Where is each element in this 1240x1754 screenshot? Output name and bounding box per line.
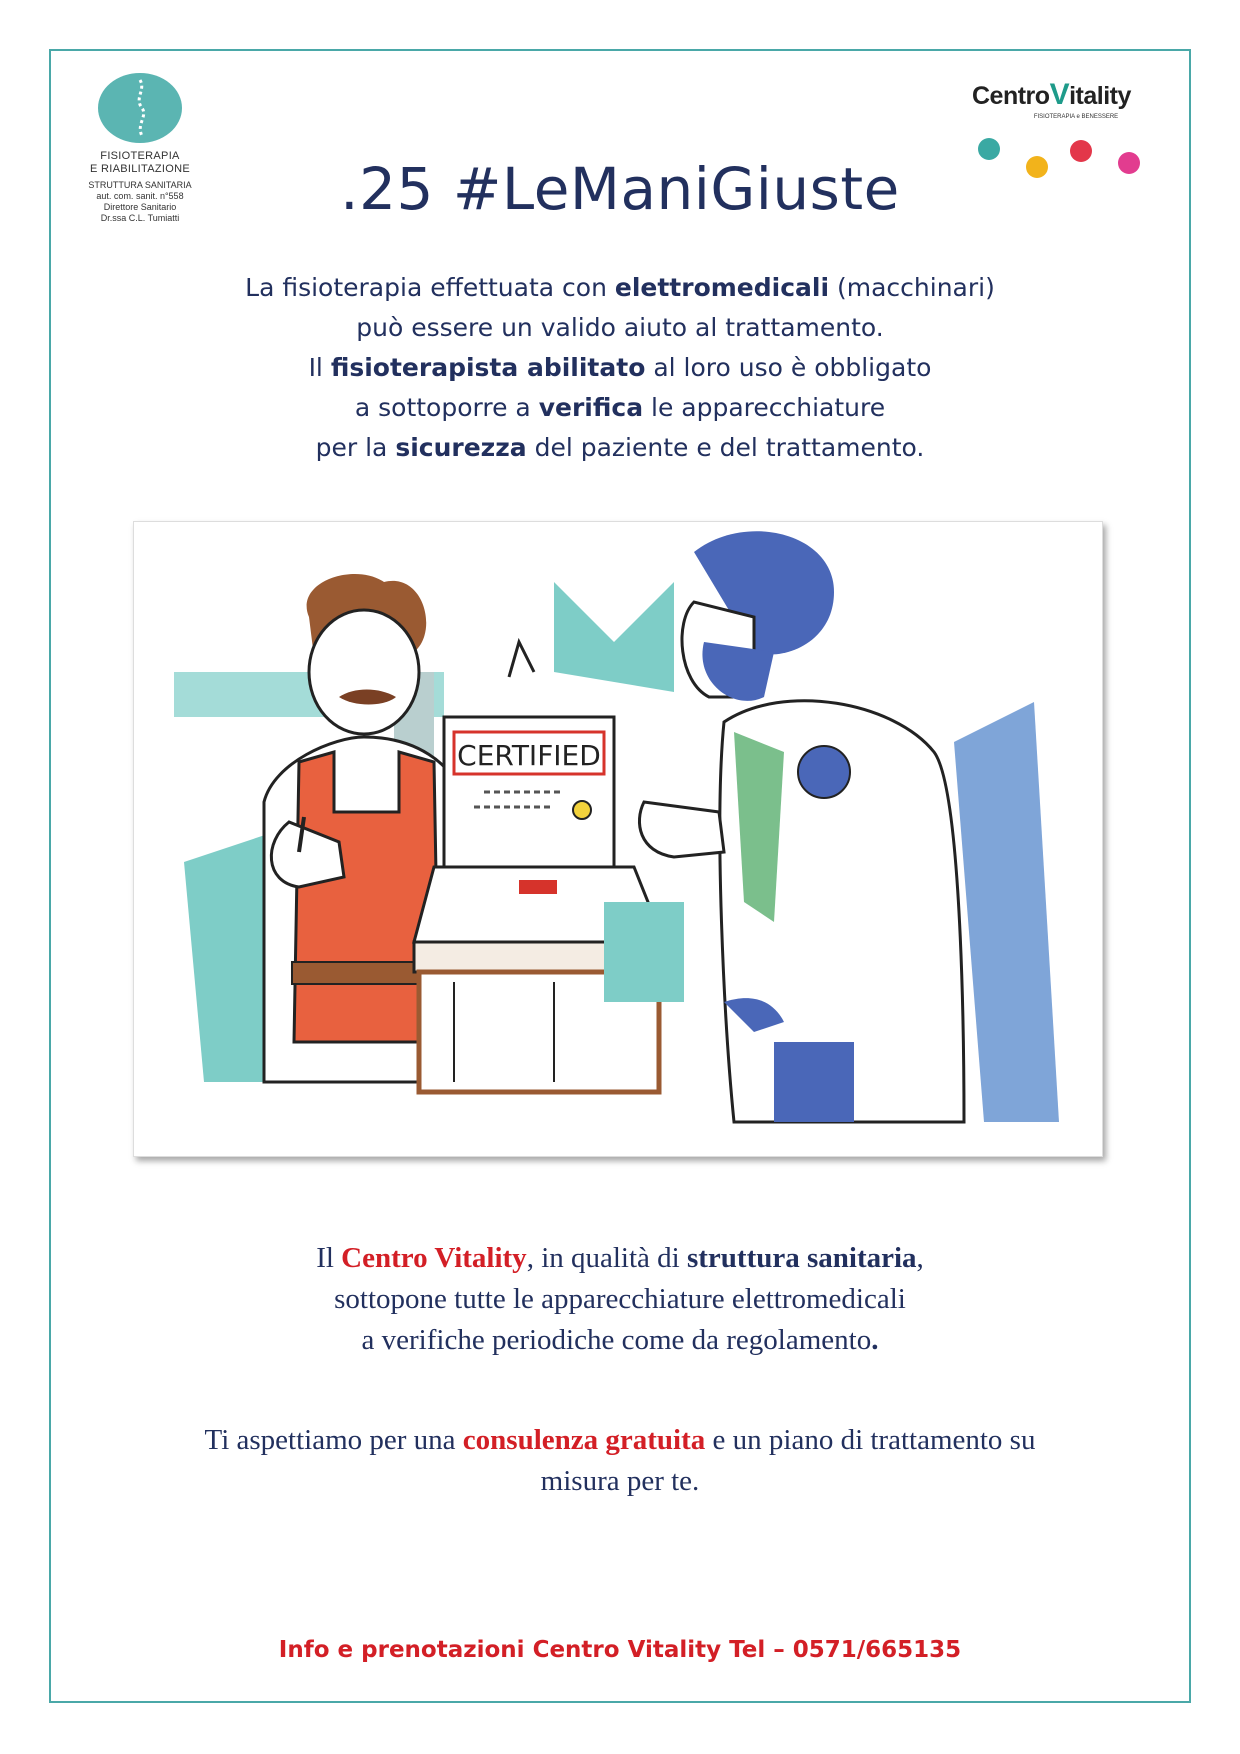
logo-left-line4: aut. com. sanit. n°558 (96, 191, 184, 201)
certified-label: CERTIFIED (457, 739, 601, 772)
spine-logo-icon (96, 72, 184, 144)
brand-wordmark: CentroVitality (972, 78, 1131, 111)
certified-illustration (133, 521, 1103, 1157)
physiotherapist-figure (639, 531, 964, 1122)
consultation-paragraph: Ti aspettiamo per una consulenza gratuita e un piano di trattamento su misura per te. (204, 1424, 1036, 1497)
electromedical-device (414, 867, 684, 1092)
contact-footer: Info e prenotazioni Centro Vitality Tel – 0571/665135 (278, 1637, 962, 1663)
logo-left-line6: Dr.ssa C.L. Tumiatti (100, 213, 180, 223)
brand-subtitle: FISIOTERAPIA e BENESSERE (1033, 114, 1119, 120)
logo-left-line1: FISIOTERAPIA (100, 150, 180, 162)
logo-left-line3: STRUTTURA SANITARIA (88, 180, 192, 190)
logo-left-line5: Direttore Sanitario (103, 202, 177, 212)
logo-left-line2: E RIABILITAZIONE (90, 163, 190, 175)
page-title: .25 #LeManiGiuste (340, 155, 900, 223)
centro-vitality-paragraph: Il Centro Vitality, in qualità di struttura sanitaria, sottopone tutte le apparecchiature elettromedicali a verifiche periodiche come da regolamento. (316, 1242, 924, 1356)
intro-paragraph: La fisioterapia effettuata con elettromedicali (macchinari) può essere un valido aiuto al trattamento. Il fisioterapista abilitato al loro uso è obbligato a sottoporre a verifica le apparecchiature per la sicurezza del paziente e del trattamento. (245, 273, 995, 462)
